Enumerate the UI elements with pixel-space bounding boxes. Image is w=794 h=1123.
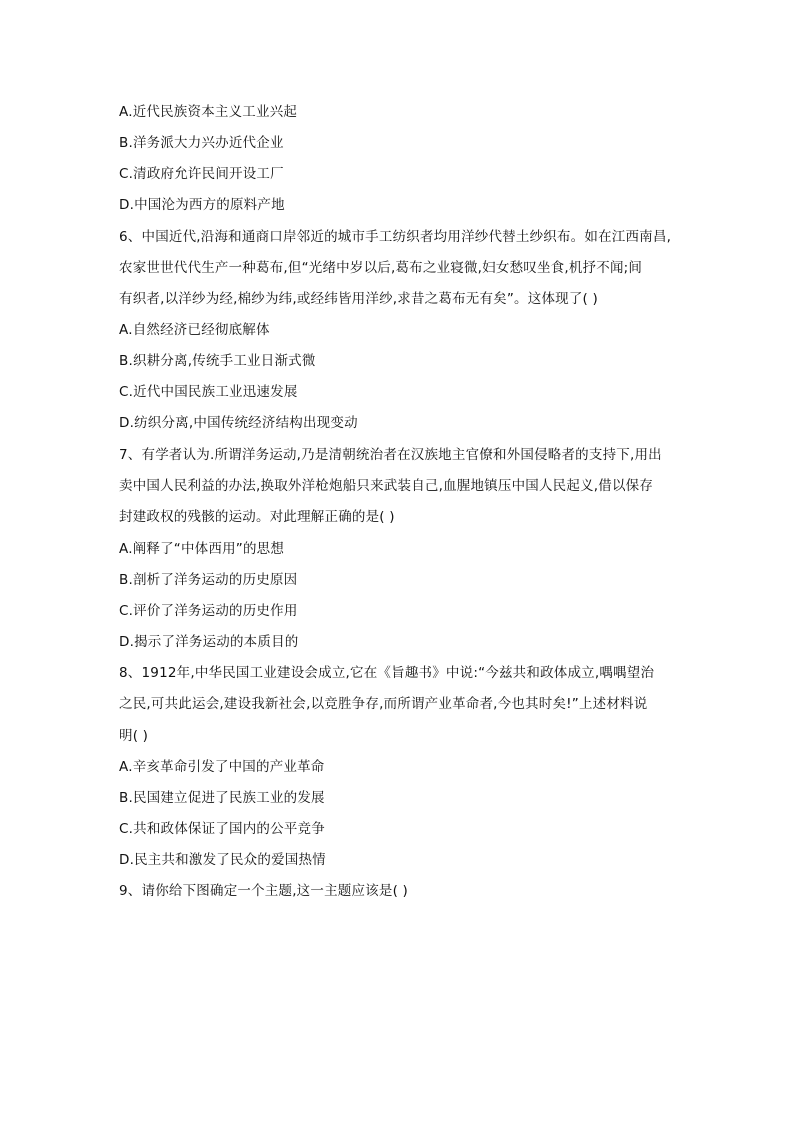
q6-option-c: C.近代中国民族工业迅速发展 xyxy=(119,384,298,400)
q7-option-c: C.评价了洋务运动的历史作用 xyxy=(119,603,298,619)
q7-stem-line-1: 7、有学者认为.所谓洋务运动,乃是清朝统治者在汉族地主官僚和外国侵略者的支持下,用出 xyxy=(119,447,662,463)
q6-option-b: B.织耕分离,传统手工业日渐式微 xyxy=(119,353,316,369)
q5-option-c: C.清政府允许民间开设工厂 xyxy=(119,166,284,182)
q6-stem-line-1: 6、中国近代,沿海和通商口岸邻近的城市手工纺织者均用洋纱代替土纱织布。如在江西南昌, xyxy=(119,229,672,245)
q5-option-d: D.中国沦为西方的原料产地 xyxy=(119,197,285,213)
q7-stem-line-3: 封建政权的残骸的运动。对此理解正确的是( ) xyxy=(119,509,395,525)
q8-option-c: C.共和政体保证了国内的公平竞争 xyxy=(119,821,325,837)
q5-option-b: B.洋务派大力兴办近代企业 xyxy=(119,135,284,151)
q7-option-a: A.阐释了“中体西用”的思想 xyxy=(119,541,285,557)
q8-stem-line-3: 明( ) xyxy=(119,728,149,744)
q9-stem-line-1: 9、请你给下图确定一个主题,这一主题应该是( ) xyxy=(119,883,409,899)
q8-option-d: D.民主共和激发了民众的爱国热情 xyxy=(119,852,326,868)
q7-option-d: D.揭示了洋务运动的本质目的 xyxy=(119,634,299,650)
q8-option-a: A.辛亥革命引发了中国的产业革命 xyxy=(119,759,325,775)
q6-option-a: A.自然经济已经彻底解体 xyxy=(119,322,270,338)
q8-option-b: B.民国建立促进了民族工业的发展 xyxy=(119,790,325,806)
q7-option-b: B.剖析了洋务运动的历史原因 xyxy=(119,572,298,588)
q6-stem-line-3: 有织者,以洋纱为经,棉纱为纬,或经纬皆用洋纱,求昔之葛布无有矣”。这体现了( ) xyxy=(119,291,598,307)
q8-stem-line-1: 8、1912年,中华民国工业建设会成立,它在《旨趣书》中说:“今兹共和政体成立,喁喁望治 xyxy=(119,665,655,681)
q6-stem-line-2: 农家世世代代生产一种葛布,但“光绪中岁以后,葛布之业寝微,妇女愁叹坐食,机抒不闻;间 xyxy=(119,260,643,276)
q5-option-a: A.近代民族资本主义工业兴起 xyxy=(119,104,298,120)
q7-stem-line-2: 卖中国人民利益的办法,换取外洋枪炮船只来武装自己,血腥地镇压中国人民起义,借以保存 xyxy=(119,478,654,494)
q6-option-d: D.纺织分离,中国传统经济结构出现变动 xyxy=(119,415,358,431)
q8-stem-line-2: 之民,可共此运会,建设我新社会,以竞胜争存,而所谓产业革命者,今也其时矣!”上述材料说 xyxy=(119,696,648,712)
